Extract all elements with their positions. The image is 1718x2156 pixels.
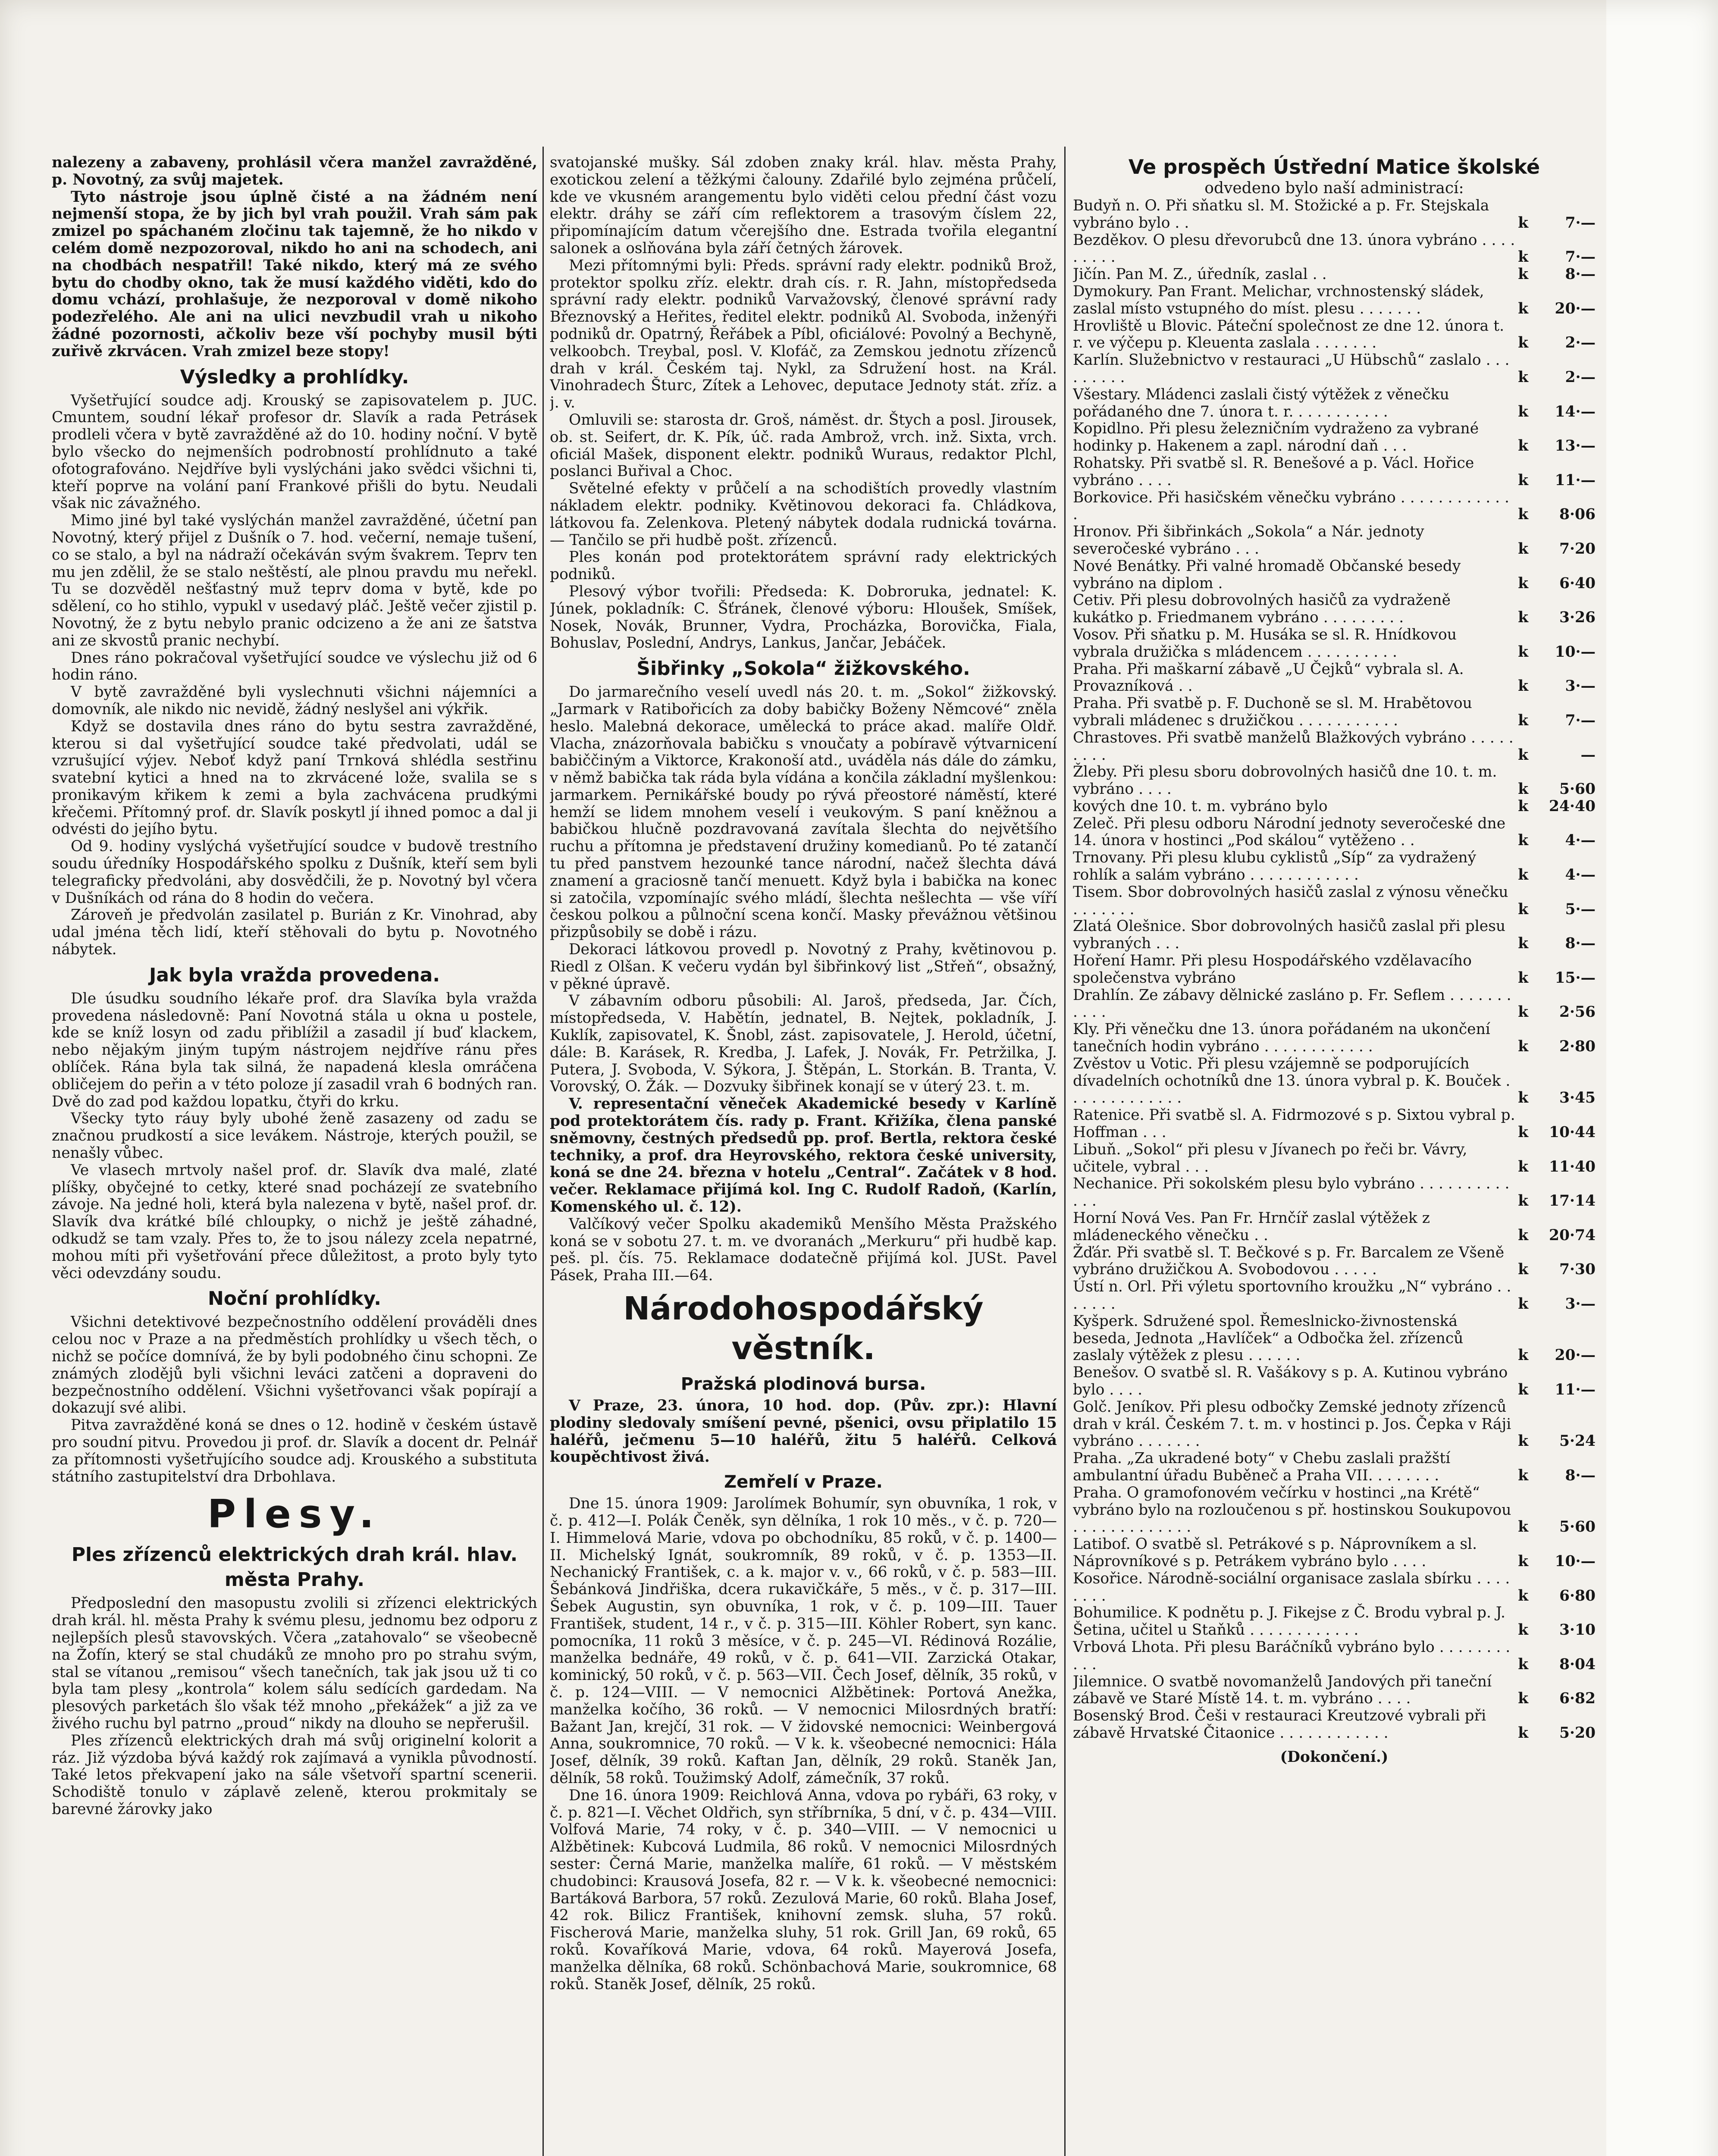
donation-amount: 2·— xyxy=(1565,368,1596,386)
donation-unit: k xyxy=(1518,1655,1528,1673)
donation-text: Borkovice. Při hasičském věnečku vybráno . . . . . . . . . . . . . xyxy=(1073,489,1510,523)
donation-text: Drahlín. Ze zábavy dělnické zasláno p. Fr. Seflem . . . . . . . . . . . xyxy=(1073,986,1511,1021)
donation-entry xyxy=(1073,849,1596,884)
donation-unit: k xyxy=(1518,1381,1528,1398)
donation-entry xyxy=(1073,1141,1596,1176)
paragraph: Všichni detektivové bezpečnostního oddělení prováděli dnes celou noc v Praze a na předměstích prohlídky u všech těch, o nichž se počíce domnívá, že by byli podobného činu schopni. Ze známých zlodějů byli všichni leváci zatčeni a dopraveni do bezpečnostního oddělení. Všichni vyšetřovanci však popírají a dokazují své alibi. xyxy=(52,1313,537,1417)
donation-text: Hronov. Při šibřinkách „Sokola“ a Nár. jednoty severočeské vybráno . . . xyxy=(1073,523,1424,558)
donation-unit: k xyxy=(1518,471,1528,489)
donation-entry xyxy=(1073,352,1596,386)
donation-amount: 11·— xyxy=(1555,471,1596,489)
donation-unit: k xyxy=(1518,832,1528,849)
paragraph: Pitva zavražděné koná se dnes o 12. hodině v českém ústavě pro soudní pitvu. Provedou ji prof. dr. Slavík a docent dr. Pelnář za přítomnosti vyšetřujícího soudce adj. Krouského a substituta státního zastupitelství dra Drbohlava. xyxy=(52,1416,537,1485)
donation-entry xyxy=(1073,592,1596,627)
donation-amount: 6·40 xyxy=(1559,574,1596,592)
donation-unit: k xyxy=(1518,866,1528,884)
section-heading: Pražská plodinová bursa. xyxy=(680,1374,926,1394)
paragraph: Valčíkový večer Spolku akademiků Menšího Města Pražského koná se v sobotu 27. t. m. ve dvoranách „Merkuru“ při hudbě kap. peš. pl. čís. 75. Reklamace dodatečně přijímá kol. JUSt. Pavel Pásek, Praha III.—64. xyxy=(550,1215,1057,1285)
donation-amount: 7·— xyxy=(1565,214,1596,232)
donation-unit: k xyxy=(1518,780,1528,798)
donation-unit: k xyxy=(1518,1587,1528,1604)
donation-unit: k xyxy=(1518,437,1528,455)
donation-unit: k xyxy=(1518,300,1528,317)
donation-unit: k xyxy=(1518,266,1528,283)
donation-text: Kyšperk. Sdružené spol. Řemeslnicko-živnostenská beseda, Jednota „Havlíček“ a Odbočka žel. zřízenců zaslaly výtěžek z plesu . . . . . . xyxy=(1073,1312,1464,1364)
donation-amount: 2·— xyxy=(1565,334,1596,352)
donation-entry xyxy=(1073,455,1596,489)
big-heading: Národohospodářský věstník. xyxy=(623,1290,984,1367)
paragraph: Dne 16. února 1909: Reichlová Anna, vdova po rybáři, 63 roky, v č. p. 821—I. Věchet Oldřich, syn stříbrníka, 5 dní, v č. p. 434—VIII. Volfová Marie, 74 roky, v č. p. 340—VIII. — V nemocnici u Alžbětinek: Kubcová Ludmila, 86 roků. V nemocnici Milosrdných sester: Černá Marie, manželka malíře, 61 roků. — V městském chudobinci: Krausová Josefa, 82 r. — V k. k. všeobecné nemocnici: Bartáková Barbora, 57 roků. Zezulová Marie, 60 roků. Blaha Josef, 42 rok. Bilicz František, knihovní zemsk. sluha, 57 roků. Fischerová Marie, manželka sluhy, 51 rok. Grill Jan, 69 roků, 65 roků. Kovaříková Marie, vdova, 64 roků. Mayerová Josefa, manželka dělníka, 68 roků. Schönbachová Marie, soukromnice, 68 roků. Staněk Josef, dělník, 25 roků. xyxy=(550,1786,1057,1993)
column-right xyxy=(1073,154,1596,2156)
donation-unit: k xyxy=(1518,1038,1528,1056)
donation-unit: k xyxy=(1518,214,1528,232)
donation-unit: k xyxy=(1518,1552,1528,1570)
donation-amount: 11·— xyxy=(1555,1381,1596,1398)
donation-text: Golč. Jeníkov. Při plesu odbočky Zemské jednoty zřízenců drah v král. Českém 7. t. m. v hostinci p. Jos. Čepka v Ráji vybráno . . . . . . . xyxy=(1073,1398,1511,1450)
donation-unit: k xyxy=(1518,1295,1528,1313)
paragraph: Omluvili se: starosta dr. Groš, náměst. dr. Štych a posl. Jirousek, ob. st. Seifert, dr. K. Pík, úč. rada Ambrož, vrch. inž. Sixta, vrch. oficiál Mašek, disponent elektr. podniků Wuraus, redaktor Plchl, poslanci Buřival a Choc. xyxy=(550,411,1057,480)
donation-text: Budyň n. O. Při sňatku sl. M. Stožické a p. Fr. Stejskala vybráno bylo . . xyxy=(1073,197,1489,232)
donation-unit: k xyxy=(1518,1192,1528,1210)
donation-unit: k xyxy=(1518,506,1528,523)
donation-entry xyxy=(1073,1244,1596,1279)
donation-text: Dymokury. Pan Frant. Melichar, vrchnostenský sládek, zaslal místo vstupného do míst. plesu . . . . . . . xyxy=(1073,282,1484,317)
donation-unit: k xyxy=(1518,969,1528,987)
donation-text: Ústí n. Orl. Při výletu sportovního kroužku „N“ vybráno . . . . . . . xyxy=(1073,1278,1511,1313)
donation-text: Žleby. Při plesu sboru dobrovolných hasičů dne 10. t. m. vybráno . . . . xyxy=(1073,763,1497,798)
donation-amount: 6·80 xyxy=(1559,1587,1596,1604)
donation-text: Nové Benátky. Při valné hromadě Občanské besedy vybráno na diplom . xyxy=(1073,557,1461,592)
donation-text: Horní Nová Ves. Pan Fr. Hrnčíř zaslal výtěžek z mládeneckého věnečku . . xyxy=(1073,1210,1430,1244)
donation-unit: k xyxy=(1518,368,1528,386)
section-heading: Ve prospěch Ústřední Matice školské xyxy=(1128,155,1540,179)
donation-text: Praha. O gramofonovém večírku v hostinci „na Krétě“ vybráno bylo na rozloučenou s př. hostinskou Soukupovou . . . . . . . . . . . . . xyxy=(1073,1484,1511,1536)
donation-entry xyxy=(1073,318,1596,352)
donation-amount: 3·— xyxy=(1565,677,1596,695)
donation-entry xyxy=(1073,1364,1596,1399)
donation-unit: k xyxy=(1518,935,1528,953)
donation-entry xyxy=(1073,798,1596,815)
donation-amount: 3·— xyxy=(1565,1295,1596,1313)
paragraph: Zároveň je předvolán zasilatel p. Burián z Kr. Vinohrad, aby udal jména těch lidí, kteří stěhovali do bytu p. Novotného nábytek. xyxy=(52,906,537,959)
donation-entry xyxy=(1073,1056,1596,1107)
paragraph: svatojanské mušky. Sál zdoben znaky král. hlav. města Prahy, exotickou zelení a těžkými čalouny. Zdařilé bylo zejména průčelí, kde ve vkusném arangementu bylo viděti celou přední část vozu elektr. dráhy se září cím reflektorem a trasovým číslem 22, připomínajícím datum včerejšího dne. Estrada tvořila elegantní salonek a oslňována byla září četných žárovek. xyxy=(550,154,1057,257)
paragraph: V. representační věneček Akademické besedy v Karlíně pod protektorátem čís. rady p. Frant. Křižíka, člena panské sněmovny, čestných předsedů pp. prof. Bertla, rektora české techniky, a prof. dra Heyrovského, rektora české university, koná se dne 24. března v hotelu „Central“. Začátek v 8 hod. večer. Reklamace přijímá kol. Ing C. Rudolf Radoň, (Karlín, Komenského ul. č. 12). xyxy=(550,1095,1057,1216)
donation-amount: 2·56 xyxy=(1559,1003,1596,1021)
donation-amount: 24·40 xyxy=(1549,797,1596,815)
donation-text: Praha. „Za ukradené boty“ v Chebu zaslali pražští ambulantní úřadu Buběneč a Praha VII. . . . . . . . xyxy=(1073,1450,1451,1484)
donation-unit: k xyxy=(1518,1003,1528,1021)
donation-unit: k xyxy=(1518,1621,1528,1639)
donation-amount: 15·— xyxy=(1555,969,1596,987)
donation-amount: — xyxy=(1580,746,1596,764)
donation-text: Bosenský Brod. Češi v restauraci Kreutzové vybrali při zábavě Hrvatské Čitaonice . . . . . . . . . . . . xyxy=(1073,1707,1486,1742)
donation-entry xyxy=(1073,884,1596,918)
paragraph: Ples zřízenců elektrických drah má svůj originelní kolorit a ráz. Již výzdoba bývá každý rok zajímavá a vynikla původností. Také letos překvapení jako na sále všetvoří spartní scenerii. Schodiště tonulo v záplavě zeleně, kterou prokmitaly se barevné žárovky jako xyxy=(52,1732,537,1818)
donation-text: Latibof. O svatbě sl. Petrákové s p. Náprovníkem a sl. Náprovníkové s p. Petrákem vybráno bylo . . . . xyxy=(1073,1536,1477,1570)
donation-unit: k xyxy=(1518,1124,1528,1141)
donation-amount: 5·60 xyxy=(1559,1518,1596,1536)
paragraph: Předposlední den masopustu zvolili si zřízenci elektrických drah král. hl. města Prahy k svému plesu, jednomu bez odporu z nejlepších plesů stavovských. Včera „zatahovalo“ se všeobecně na Žofín, který se stal chudáků ze mnoho pro po strahu svým, stal se vítanou „remisou“ všech tanečních, tak jak jsou už ti co byla tam plesy „kontrola“ kolem sálu sedících gardedam. Na plesových parketách šlo však též mnoho „překážek“ a již za ve živého ruchu byl patrno „proud“ nikdy na dlouho se nepřerušil. xyxy=(52,1595,537,1732)
donation-text: Rohatsky. Při svatbě sl. R. Benešové a p. Václ. Hořice vybráno . . . . xyxy=(1073,454,1474,489)
donation-text: Benešov. O svatbě sl. R. Vašákovy s p. A. Kutinou vybráno bylo . . . . xyxy=(1073,1364,1508,1398)
donation-entry xyxy=(1073,953,1596,987)
donation-amount: 14·— xyxy=(1555,403,1596,420)
donation-text: Kosořice. Národně-sociální organisace zaslala sbírku . . . . . . . . xyxy=(1073,1570,1510,1604)
donation-amount: 10·44 xyxy=(1549,1124,1596,1141)
donation-amount: 20·74 xyxy=(1549,1226,1596,1244)
donation-text: Zvěstov u Votic. Při plesu vzájemně se podporujících dívadelních ochotníků dne 13. února vybral p. K. Bouček . . . . . . . . . . . . . xyxy=(1073,1055,1511,1107)
donation-text: Karlín. Služebnictvo v restauraci „U Hübschů“ zaslalo . . . . . . . . . xyxy=(1073,351,1510,386)
paragraph: Světelné efekty v průčelí a na schodištích provedly vlastním nákladem elektr. podniky. Květinovou dekoraci fa. Chládkova, látkovou fa. Zelenkova. Pletený nábytek dodala rudnická továrna. — Tančilo se při hudbě pošt. zřízenců. xyxy=(550,480,1057,549)
paragraph: Od 9. hodiny vyslýchá vyšetřující soudce v budově trestního soudu úředníky Hospodářského spolku z Dušník, kteří sem byli telegraficky předvoláni, aby dosvědčili, že p. Novotný byl včera v Dušníkách od rána do 8 hodin do večera. xyxy=(52,838,537,907)
section-heading: Noční prohlídky. xyxy=(208,1288,381,1310)
donation-entry xyxy=(1073,815,1596,850)
donation-unit: k xyxy=(1518,609,1528,627)
donation-entry xyxy=(1073,197,1596,232)
donation-unit: k xyxy=(1518,248,1528,266)
donation-entry xyxy=(1073,489,1596,524)
donation-amount: 8·— xyxy=(1565,266,1596,283)
donation-unit: k xyxy=(1518,540,1528,558)
donation-unit: k xyxy=(1518,1158,1528,1175)
paragraph: Ples konán pod protektorátem správní rady elektrických podniků. xyxy=(550,548,1057,583)
donation-amount: 5·60 xyxy=(1559,780,1596,798)
donation-text: Trnovany. Při plesu klubu cyklistů „Síp“ za vydražený rohlík a salám vybráno . . . . . . . . . . . . xyxy=(1073,849,1477,884)
donation-entry xyxy=(1073,1708,1596,1742)
donation-text: kových dne 10. t. m. vybráno bylo xyxy=(1073,797,1328,815)
donation-entry xyxy=(1073,1175,1596,1210)
donation-amount: 5·24 xyxy=(1559,1432,1596,1450)
donation-unit: k xyxy=(1518,1347,1528,1364)
donation-entry xyxy=(1073,1673,1596,1708)
donation-text: Kopidlno. Při plesu železničním vydraženo za vybrané hodinky p. Hakenem a zapl. národní daň . . . xyxy=(1073,420,1479,455)
donation-entry xyxy=(1073,1536,1596,1570)
donation-entry xyxy=(1073,523,1596,558)
big-heading: Plesy. xyxy=(207,1492,382,1537)
donation-entry xyxy=(1073,1399,1596,1450)
donation-amount: 7·30 xyxy=(1559,1261,1596,1279)
donation-entry xyxy=(1073,1021,1596,1056)
donation-entry xyxy=(1073,1639,1596,1673)
page-margin xyxy=(1606,0,1718,2156)
donation-entry xyxy=(1073,283,1596,318)
donation-entry xyxy=(1073,1107,1596,1141)
donation-entry xyxy=(1073,386,1596,421)
donation-entry xyxy=(1073,1604,1596,1639)
donation-unit: k xyxy=(1518,711,1528,729)
donation-entry xyxy=(1073,1570,1596,1605)
donation-unit: k xyxy=(1518,1432,1528,1450)
donation-amount: 3·26 xyxy=(1559,609,1596,627)
donation-entry xyxy=(1073,1313,1596,1364)
donation-amount: 20·— xyxy=(1555,1347,1596,1364)
donation-unit: k xyxy=(1518,334,1528,352)
donation-amount: 7·— xyxy=(1565,248,1596,266)
paragraph: Když se dostavila dnes ráno do bytu sestra zavražděné, kterou si dal vyšetřující soudce také předvolati, udál se vzrušující výjev. Neboť když paní Trnková shlédla sestřinu svatební kytici a hned na to zkrvácené lože, svalila se s pronikavým křikem k zemi a byla zachvácena prudkými křečemi. Přítomný prof. dr. Slavík poskytl jí ihned pomoc a dal ji odvésti do jejího bytu. xyxy=(52,718,537,838)
paragraph: Mimo jiné byl také vyslýchán manžel zavražděné, účetní pan Novotný, který přijel z Dušník o 7. hod. večerní, nemaje tušení, co se stalo, a byl na nádraží očekáván svým švakrem. Teprv ten mu jen zdělil, že se stalo neštěstí, ale plnou pravdu mu neřekl. Tu se dozvěděl nešťastný muž teprv doma v bytě, kde po sdělení, co ho stihlo, vypukl v usedavý pláč. Ještě večer zjistil p. Novotný, že z bytu nebylo pranic odcizeno a že ani ze šatstva ani ze skvostů pranic nechybí. xyxy=(52,512,537,649)
donation-text: Praha. Při maškarní zábavě „U Čejků“ vybrala sl. A. Provazníková . . xyxy=(1073,660,1464,695)
donation-amount: 7·20 xyxy=(1559,540,1596,558)
donation-unit: k xyxy=(1518,643,1528,661)
continued-note: (Dokončení.) xyxy=(1280,1748,1389,1766)
donation-text: Nechanice. Při sokolském plesu bylo vybráno . . . . . . . . . . . . . xyxy=(1073,1175,1510,1210)
donation-amount: 8·04 xyxy=(1559,1655,1596,1673)
section-heading: Zemřelí v Praze. xyxy=(724,1472,883,1492)
donation-amount: 20·— xyxy=(1555,300,1596,317)
donation-unit: k xyxy=(1518,574,1528,592)
donation-text: Kly. Při věnečku dne 13. února pořádaném na ukončení tanečních hodin vybráno . . . . . . . . . . . . xyxy=(1073,1021,1490,1056)
paragraph: Plesový výbor tvořili: Předseda: K. Dobroruka, jednatel: K. Júnek, pokladník: C. Šťránek, členové výboru: Hloušek, Smíšek, Nosek, Novák, Brunner, Vydra, Procházka, Borovička, Fiala, Bohuslav, Poslední, Andrys, Lankus, Jančar, Jebáček. xyxy=(550,583,1057,652)
donation-amount: 7·— xyxy=(1565,711,1596,729)
donation-text: Hoření Hamr. Při plesu Hospodářského vzdělavacího společenstva vybráno xyxy=(1073,952,1472,987)
donation-unit: k xyxy=(1518,1089,1528,1107)
column-left xyxy=(52,154,537,2156)
donation-amount: 11·40 xyxy=(1549,1158,1596,1175)
donation-unit: k xyxy=(1518,1226,1528,1244)
donation-entry xyxy=(1073,558,1596,592)
paragraph: Tyto nástroje jsou úplně čisté a na žádném není nejmenší stopa, že by jich byl vrah použil. Vrah sám pak zmizel po spáchaném zločinu tak tajemně, že ho nikdo v celém domě nezpozoroval, nikdo ho ani na schodech, ani na chodbách nespatřil! Také nikdo, který má ze svého bytu do chodby okno, tak že musí každého viděti, kdo do domu vchází, prohlašuje, že nezporoval v domě nikoho podezřelého. Ale ani na ulici nevzbudil vrah u nikoho žádné pozornosti, ačkoliv beze vší pochyby musil býti zuřivě zkrvácen. Vrah zmizel beze stopy! xyxy=(52,188,537,360)
donation-unit: k xyxy=(1518,1724,1528,1742)
paragraph: V zábavním odboru působili: Al. Jaroš, předseda, Jar. Čích, místopředseda, V. Habětín, jednatel, B. Nejtek, pokladník, J. Kuklík, zapisovatel, K. Šnobl, zást. zapisovatele, J. Herold, účetní, dále: B. Karásek, R. Kredba, J. Lafek, J. Novák, Fr. Petržilka, J. Putera, J. Svoboda, V. Sýkora, J. Štěpán, L. Storkán. B. Tranta, V. Vorovský, O. Žák. — Dozvuky šibřinek konají se v úterý 23. t. m. xyxy=(550,992,1057,1096)
donation-text: Žďár. Při svatbě sl. T. Bečkové s p. Fr. Barcalem ze Všeně vybráno družičkou A. Svobodovou . . . . . xyxy=(1073,1244,1505,1279)
donation-amount: 8·— xyxy=(1565,935,1596,953)
donation-text: Chrastoves. Při svatbě manželů Blažkových vybráno . . . . . . . . . xyxy=(1073,729,1514,764)
donation-text: Zlatá Olešnice. Sbor dobrovolných hasičů zaslal při plesu vybraných . . . xyxy=(1073,918,1506,953)
donation-list xyxy=(1073,197,1596,1742)
donation-amount: 2·80 xyxy=(1559,1038,1596,1056)
section-heading: Ples zřízenců elektrických drah král. hlav. města Prahy. xyxy=(71,1544,518,1591)
donation-entry xyxy=(1073,918,1596,953)
donation-text: Zeleč. Při plesu odboru Národní jednoty severočeské dne 14. února v hostinci „Pod skálou“ vytěženo . . xyxy=(1073,815,1506,849)
paragraph: Do jarmarečního veselí uvedl nás 20. t. m. „Sokol“ žižkovský. „Jarmark v Ratibořicích za doby babičky Boženy Němcové“ zněla heslo. Malebná dekorace, umělecká to práce akad. malíře Oldř. Vlacha, znázorňovala babičku s vnoučaty a pobíravě výtvarnicení babiččiným a Viktorce, Krakonoší atd., uváděla nás dále do zámku, v němž babička tak ráda byla vídána a končila základní myšlenkou: jarmarkem. Pernikářské boudy po rývá přeostoré náměstí, které hemží se lidem mnohem veselí i veukovým. S paní kněžnou a babičkou hlučně pozdravovaná zavítala šlechta do největšího ruchu a přítomna je představení družiny komedianů. Po té zatančí tu před panstvem hezounké tance národní, načež šlechta dává znamení a graciosně tančí menuett. Když byla i babička na konec si zatočila, vzpomínajíc svého mládí, šlechta nešlechta — vše víří českou polkou a půlnoční scena končí. Masky převážnou většinou přizpůsobily se době i rázu. xyxy=(550,683,1057,941)
donation-entry xyxy=(1073,420,1596,455)
donation-unit: k xyxy=(1518,746,1528,764)
donation-unit: k xyxy=(1518,1467,1528,1484)
donation-text: Bohumilice. K podnětu p. J. Fikejse z Č. Brodu vybral p. J. Šetina, učitel u Staňků . . . . . . . . . . . . xyxy=(1073,1604,1505,1639)
paragraph: Dne 15. února 1909: Jarolímek Bohumír, syn obuvníka, 1 rok, v č. p. 412—I. Polák Čeněk, syn dělníka, 1 rok 10 měs., v č. p. 720—I. Himmelová Marie, vdova po obchodníku, 85 roků, v č. p. 1400—II. Michelský Ignát, soukromník, 89 roků, v č. p. 1353—II. Nechanický František, c. a k. major v. v., 66 roků, v č. p. 583—III. Šebánková Jindřiška, dcera rukavičkáře, 5 měs., v č. p. 317—III. Šebek Augustin, syn obuvníka, 1 rok, v č. p. 109—III. Tauer František, student, 14 r., v č. p. 315—III. Köhler Robert, syn kanc. pomocníka, 11 roků 3 měsíce, v č. p. 245—VI. Rédinová Rozálie, manželka bednáře, 49 roků, v č. p. 641—VII. Zarzická Otakar, kominický, 50 roků, v č. p. 563—VII. Čech Josef, dělník, 35 roků, v č. p. 124—VIII. — V nemocnici Alžbětinek: Portová Anežka, manželka kočího, 36 roků. — V nemocnici Milosrdných bratří: Bažant Jan, krejčí, 31 rok. — V židovské nemocnici: Weinbergová Anna, soukromnice, 70 roků. — V k. k. všeobecné nemocnici: Hála Josef, dělník, 39 roků. Kaftan Jan, dělník, 29 roků. Staněk Jan, dělník, 58 roků. Toužimský Adolf, zámečník, 37 roků. xyxy=(550,1495,1057,1787)
column-rule xyxy=(542,147,544,2156)
section-heading: Výsledky a prohlídky. xyxy=(180,366,409,388)
paragraph: Dle úsudku soudního lékaře prof. dra Slavíka byla vražda provedena následovně: Paní Novotná stála u okna u postele, kde se kníž losyn od zadu přiblížil a zasadil jí buď klackem, nebo nějakým jiným tupým nástrojem nejdříve ránu přes oblíček. Rána byla tak silná, že napadená klesla omráčena obličejem do peřin a v této poloze jí zasadil vrah 6 bodných ran. Dvě do zad pod každou lopatku, čtyři do krku. xyxy=(52,990,537,1110)
donation-amount: 5·20 xyxy=(1559,1724,1596,1742)
donation-text: Ratenice. Při svatbě sl. A. Fidrmozové s p. Sixtou vybral p. Hoffman . . . xyxy=(1073,1106,1515,1141)
paragraph: nalezeny a zabaveny, prohlásil včera manžel zavražděné, p. Novotný, za svůj majetek. xyxy=(52,154,537,188)
donation-entry xyxy=(1073,987,1596,1022)
donation-text: Bezděkov. O plesu dřevorubců dne 13. února vybráno . . . . . . . . . xyxy=(1073,231,1515,266)
donation-text: Jičín. Pan M. Z., úředník, zaslal . . xyxy=(1073,266,1327,283)
donation-unit: k xyxy=(1518,797,1528,815)
donation-text: Vosov. Při sňatku p. M. Husáka se sl. R. Hnídkovou vybrala družička s mládencem . . . . . . . . . . xyxy=(1073,626,1457,661)
donation-amount: 10·— xyxy=(1555,643,1596,661)
donation-amount: 6·82 xyxy=(1559,1690,1596,1708)
subheading: odvedeno bylo naší administrací: xyxy=(1204,179,1464,197)
donation-text: Hrovliště u Blovic. Páteční společnost ze dne 12. února t. r. ve výčepu p. Kleuenta zaslala . . . . . . . xyxy=(1073,317,1505,352)
donation-amount: 10·— xyxy=(1555,1552,1596,1570)
section-heading: Jak byla vražda provedena. xyxy=(149,964,440,986)
donation-amount: 8·— xyxy=(1565,1467,1596,1484)
donation-unit: k xyxy=(1518,1261,1528,1279)
donation-amount: 5·— xyxy=(1565,900,1596,918)
donation-entry xyxy=(1073,1485,1596,1536)
donation-text: Jilemnice. O svatbě novomanželů Jandových při taneční zábavě ve Staré Místě 14. t. m. vybráno . . . . xyxy=(1073,1673,1492,1708)
donation-entry xyxy=(1073,232,1596,266)
paragraph: Všecky tyto ráuy byly ubohé ženě zasazeny od zadu se značnou prudkostí a sice levákem. Nástroje, kterých použil, se nenašly vůbec. xyxy=(52,1110,537,1162)
paragraph: Dnes ráno pokračoval vyšetřující soudce ve výslechu již od 6 hodin ráno. xyxy=(52,649,537,684)
donation-unit: k xyxy=(1518,1690,1528,1708)
donation-unit: k xyxy=(1518,677,1528,695)
donation-entry xyxy=(1073,1210,1596,1244)
donation-text: Cetiv. Při plesu dobrovolných hasičů za vydraženě kukátko p. Friedmanem vybráno . . . . . . . . . xyxy=(1073,592,1451,627)
paragraph: Ve vlasech mrtvoly našel prof. dr. Slavík dva malé, zlaté plíšky, obyčejné to cetky, které snad pocházejí ze svatebního závoje. Na jedné holi, která byla nalezena v bytě, našel prof. dr. Slavík dva krátké bílé chloupky, o nichž je ještě záhadné, odkudž se tam vzaly. Přes to, že to jsou nálezy zcela nepatrné, mohou míti při vyšetřování přece důležitost, a proto byly tyto věci odevzdány soudu. xyxy=(52,1161,537,1282)
donation-amount: 4·— xyxy=(1565,866,1596,884)
donation-entry xyxy=(1073,1279,1596,1313)
donation-amount: 3·10 xyxy=(1559,1621,1596,1639)
donation-entry xyxy=(1073,266,1596,283)
donation-entry xyxy=(1073,764,1596,798)
donation-entry xyxy=(1073,661,1596,696)
donation-amount: 3·45 xyxy=(1559,1089,1596,1107)
donation-text: Libuň. „Sokol“ při plesu v Jívanech po řeči br. Vávry, učitele, vybral . . . xyxy=(1073,1141,1467,1175)
paragraph: Vyšetřující soudce adj. Krouský se zapisovatelem p. JUC. Cmuntem, soudní lékař profesor dr. Slavík a rada Petrásek prodleli včera v bytě zavražděné až do 10. hodiny noční. V bytě bylo všecko do nejmenších podrobností prohlídnuto a také ofotografováno. Nejdříve byli vyslýcháni jako svědci všichni ti, kteří poprve na volání paní Frankové přišli do bytu. Neudali však nic závažného. xyxy=(52,392,537,512)
column-rule xyxy=(1064,147,1066,2156)
donation-unit: k xyxy=(1518,900,1528,918)
donation-text: Vrbová Lhota. Při plesu Baráčníků vybráno bylo . . . . . . . . . . . xyxy=(1073,1638,1511,1673)
donation-amount: 8·06 xyxy=(1559,506,1596,523)
donation-amount: 4·— xyxy=(1565,832,1596,849)
column-middle xyxy=(550,154,1057,2156)
donation-text: Všestary. Mládenci zaslali čistý výtěžek z věnečku pořádaného dne 7. února t. r. . . . . . . . . . . xyxy=(1073,385,1449,420)
donation-entry xyxy=(1073,1450,1596,1485)
paragraph: V bytě zavražděné byli vyslechnuti všichni nájemníci a domovník, ale nikdo nic nevidě, žádný neslyšel ani výkřik. xyxy=(52,683,537,718)
paragraph: Dekoraci látkovou provedl p. Novotný z Prahy, květinovou p. Riedl z Olšan. K večeru vydán byl šibřinkový list „Střeň“, obsažný, v pěkné úpravě. xyxy=(550,941,1057,993)
donation-amount: 13·— xyxy=(1555,437,1596,455)
donation-amount: 17·14 xyxy=(1549,1192,1596,1210)
donation-entry xyxy=(1073,695,1596,730)
donation-text: Tisem. Sbor dobrovolných hasičů zaslal z výnosu věnečku . . . . . . . xyxy=(1073,883,1508,918)
paragraph: V Praze, 23. února, 10 hod. dop. (Pův. zpr.): Hlavní plodiny sledovaly smíšení pevné, pšenici, ovsu připlatilo 15 haléřů, ječmenu 5—10 haléřů, žitu 5 haléřů. Celková koupěchtivost živá. xyxy=(550,1397,1057,1466)
donation-entry xyxy=(1073,730,1596,764)
section-heading: Šibřinky „Sokola“ žižkovského. xyxy=(636,658,970,680)
paragraph: Mezi přítomnými byli: Předs. správní rady elektr. podniků Brož, protektor spolku zříz. elektr. drah cís. r. R. Jahn, místopředseda správní rady elektr. podniků Varvažovský, členové správní rady Březnovský a Heřites, ředitel elektr. podniků Al. Svoboda, inženýři podniků dr. Opatrný, Řeřábek a Píbl, oficiálové: Povolný a Bechyně, velkoobch. Treybal, posl. V. Klofáč, za Zemskou jednotu zřízenců drah v král. Českém taj. Nykl, za Sdružení host. na Král. Vinohradech Šturc, Zítek a Lehovec, deputace Jednoty stát. zříz. a j. v. xyxy=(550,257,1057,412)
donation-text: Praha. Při svatbě p. F. Duchoně se sl. M. Hrabětovou vybrali mládenec s družičkou . . . . . . . . . . . xyxy=(1073,695,1472,729)
donation-unit: k xyxy=(1518,1518,1528,1536)
donation-entry xyxy=(1073,627,1596,661)
donation-unit: k xyxy=(1518,403,1528,420)
